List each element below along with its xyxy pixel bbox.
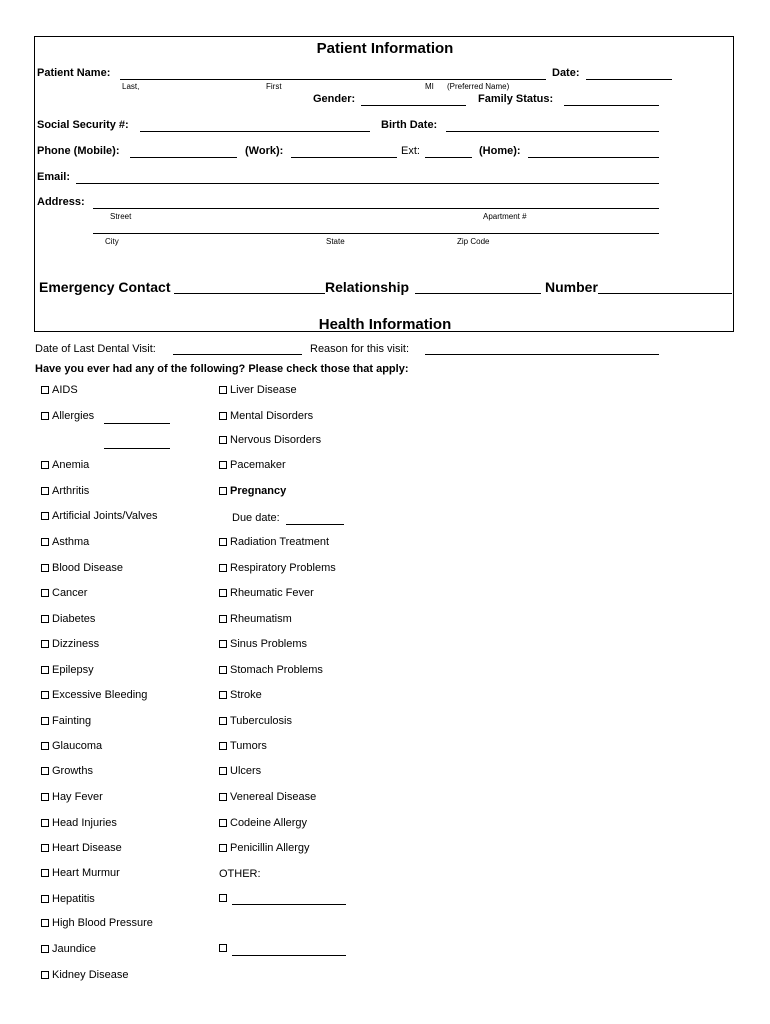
checkbox-icon[interactable] — [219, 819, 227, 827]
condition-label: Head Injuries — [52, 817, 117, 829]
due-date-field[interactable] — [286, 524, 344, 525]
condition-tumors[interactable] — [219, 740, 267, 752]
condition-radiation-treatment[interactable] — [219, 536, 329, 548]
checkbox-icon[interactable] — [219, 487, 227, 495]
checkbox-icon[interactable] — [41, 412, 49, 420]
condition-label: Excessive Bleeding — [52, 689, 148, 701]
checkbox-icon[interactable] — [41, 487, 49, 495]
checkbox-icon[interactable] — [41, 640, 49, 648]
condition-label: Fainting — [52, 715, 92, 727]
condition-label: AIDS — [52, 384, 78, 396]
condition-sinus-problems[interactable] — [219, 638, 307, 650]
patient-name-label: Patient Name: — [37, 67, 111, 79]
conditions-question: Have you ever had any of the following? Please check those that apply: — [35, 363, 409, 375]
other-item-1[interactable] — [219, 892, 230, 904]
condition-arthritis[interactable] — [41, 485, 89, 497]
checkbox-icon[interactable] — [219, 640, 227, 648]
date-label: Date: — [552, 67, 580, 79]
family-status-field[interactable] — [564, 105, 659, 106]
condition-aids[interactable] — [41, 384, 78, 396]
reason-visit-label: Reason for this visit: — [310, 343, 410, 355]
condition-label: Epilepsy — [52, 664, 94, 676]
condition-rheumatism[interactable] — [219, 613, 292, 625]
condition-label: Ulcers — [230, 765, 262, 777]
checkbox-icon[interactable] — [219, 412, 227, 420]
checkbox-icon[interactable] — [219, 538, 227, 546]
number-label: Number — [545, 279, 598, 295]
emergency-contact-label: Emergency Contact — [39, 279, 171, 295]
condition-label: Mental Disorders — [230, 410, 314, 422]
checkbox-icon[interactable] — [41, 919, 49, 927]
condition-label: Radiation Treatment — [230, 536, 330, 548]
condition-asthma[interactable] — [41, 536, 89, 548]
condition-mental-disorders[interactable] — [219, 410, 313, 422]
checkbox-icon[interactable] — [41, 971, 49, 979]
condition-label: Growths — [52, 765, 93, 777]
checkbox-icon[interactable] — [41, 767, 49, 775]
family-status-label: Family Status: — [478, 93, 554, 105]
phone-mobile-label: Phone (Mobile): — [37, 145, 120, 157]
condition-label: Glaucoma — [52, 740, 103, 752]
checkbox-icon[interactable] — [41, 615, 49, 623]
checkbox-icon[interactable] — [41, 461, 49, 469]
condition-label: Asthma — [52, 536, 90, 548]
condition-cancer[interactable] — [41, 587, 87, 599]
street-sub-label: Street — [110, 212, 132, 221]
condition-label: Pacemaker — [230, 459, 286, 471]
checkbox-icon[interactable] — [41, 945, 49, 953]
condition-label: Artificial Joints/Valves — [52, 510, 158, 522]
condition-label: Kidney Disease — [52, 969, 129, 981]
ssn-label: Social Security #: — [37, 119, 129, 131]
condition-label: Jaundice — [52, 943, 97, 955]
condition-label: Nervous Disorders — [230, 434, 322, 446]
condition-rheumatic-fever[interactable] — [219, 587, 314, 599]
due-date-label: Due date: — [232, 512, 280, 524]
condition-excessive-bleeding[interactable] — [41, 689, 147, 701]
state-sub-label: State — [326, 237, 345, 246]
allergies-field-1[interactable] — [104, 423, 170, 424]
phone-home-field[interactable] — [528, 157, 659, 158]
checkbox-icon[interactable] — [219, 894, 227, 902]
checkbox-icon[interactable] — [41, 666, 49, 674]
condition-stomach-problems[interactable] — [219, 664, 323, 676]
checkbox-icon[interactable] — [219, 793, 227, 801]
condition-label: Pregnancy — [230, 485, 287, 497]
sub-label-preferred: (Preferred Name) — [447, 82, 510, 91]
phone-work-field[interactable] — [291, 157, 397, 158]
patient-name-field[interactable] — [120, 79, 546, 80]
other-field-2[interactable] — [232, 955, 346, 956]
checkbox-icon[interactable] — [41, 717, 49, 725]
condition-heart-disease[interactable] — [41, 842, 122, 854]
phone-home-label: (Home): — [479, 145, 521, 157]
relationship-field[interactable] — [415, 293, 541, 294]
condition-high-blood-pressure[interactable] — [41, 917, 153, 929]
condition-label: Stomach Problems — [230, 664, 323, 676]
checkbox-icon[interactable] — [41, 742, 49, 750]
condition-allergies[interactable] — [41, 410, 94, 422]
checkbox-icon[interactable] — [41, 538, 49, 546]
city-sub-label: City — [105, 237, 119, 246]
checkbox-icon[interactable] — [41, 844, 49, 852]
condition-hay-fever[interactable] — [41, 791, 103, 803]
health-info-title: Health Information — [318, 316, 452, 333]
page-title: Patient Information — [316, 40, 454, 57]
condition-jaundice[interactable] — [41, 943, 96, 955]
condition-label: Hay Fever — [52, 791, 103, 803]
condition-label: Heart Disease — [52, 842, 122, 854]
sub-label-first: First — [266, 82, 282, 91]
condition-label: Arthritis — [52, 485, 90, 497]
condition-label: Diabetes — [52, 613, 96, 625]
condition-head-injuries[interactable] — [41, 817, 117, 829]
condition-label: Hepatitis — [52, 893, 95, 905]
other-field-1[interactable] — [232, 904, 346, 905]
checkbox-icon[interactable] — [41, 793, 49, 801]
checkbox-icon[interactable] — [41, 819, 49, 827]
condition-label: Venereal Disease — [230, 791, 317, 803]
ext-field[interactable] — [425, 157, 472, 158]
condition-label: Sinus Problems — [230, 638, 308, 650]
condition-label: Penicillin Allergy — [230, 842, 310, 854]
checkbox-icon[interactable] — [41, 589, 49, 597]
condition-label: Codeine Allergy — [230, 817, 308, 829]
zip-sub-label: Zip Code — [457, 237, 490, 246]
condition-label: Tuberculosis — [230, 715, 292, 727]
allergies-field-2[interactable] — [104, 448, 170, 449]
email-label: Email: — [37, 171, 71, 183]
checkbox-icon[interactable] — [219, 944, 227, 952]
condition-label: Dizziness — [52, 638, 100, 650]
reason-visit-field[interactable] — [425, 354, 659, 355]
condition-label: Allergies — [52, 410, 95, 422]
apartment-sub-label: Apartment # — [483, 212, 527, 221]
checkbox-icon[interactable] — [219, 717, 227, 725]
checkbox-icon[interactable] — [41, 512, 49, 520]
condition-label: Blood Disease — [52, 562, 123, 574]
checkbox-icon[interactable] — [219, 691, 227, 699]
condition-kidney-disease[interactable] — [41, 969, 128, 981]
other-label: OTHER: — [219, 868, 261, 880]
checkbox-icon[interactable] — [41, 895, 49, 903]
checkbox-icon[interactable] — [41, 869, 49, 877]
condition-fainting[interactable] — [41, 715, 91, 727]
sub-label-last: Last, — [122, 82, 140, 91]
email-field[interactable] — [76, 183, 659, 184]
address-label: Address: — [37, 196, 85, 208]
checkbox-icon[interactable] — [41, 564, 49, 572]
address-city-field[interactable] — [93, 233, 659, 234]
condition-growths[interactable] — [41, 765, 93, 777]
checkbox-icon[interactable] — [219, 666, 227, 674]
checkbox-icon[interactable] — [41, 386, 49, 394]
condition-respiratory-problems[interactable] — [219, 562, 336, 574]
condition-label: Cancer — [52, 587, 88, 599]
condition-anemia[interactable] — [41, 459, 89, 471]
phone-mobile-field[interactable] — [130, 157, 237, 158]
last-dental-visit-field[interactable] — [173, 354, 302, 355]
emergency-contact-field[interactable] — [174, 293, 325, 294]
condition-nervous-disorders[interactable] — [219, 434, 321, 446]
checkbox-icon[interactable] — [219, 461, 227, 469]
checkbox-icon[interactable] — [219, 589, 227, 597]
condition-liver-disease[interactable] — [219, 384, 297, 396]
condition-codeine-allergy[interactable] — [219, 817, 307, 829]
relationship-label: Relationship — [325, 279, 410, 295]
checkbox-icon[interactable] — [41, 691, 49, 699]
condition-diabetes[interactable] — [41, 613, 95, 625]
condition-ulcers[interactable] — [219, 765, 261, 777]
condition-label: Heart Murmur — [52, 867, 120, 879]
ssn-field[interactable] — [140, 131, 370, 132]
checkbox-icon[interactable] — [219, 615, 227, 623]
condition-label: Liver Disease — [230, 384, 297, 396]
birth-date-field[interactable] — [446, 131, 659, 132]
date-field[interactable] — [586, 79, 672, 80]
condition-label: High Blood Pressure — [52, 917, 153, 929]
ext-label: Ext: — [401, 145, 420, 157]
condition-label: Rheumatic Fever — [230, 587, 314, 599]
condition-tuberculosis[interactable] — [219, 715, 292, 727]
checkbox-icon[interactable] — [219, 742, 227, 750]
condition-epilepsy[interactable] — [41, 664, 94, 676]
condition-venereal-disease[interactable] — [219, 791, 316, 803]
gender-label: Gender: — [313, 93, 356, 105]
condition-hepatitis[interactable] — [41, 893, 95, 905]
checkbox-icon[interactable] — [219, 767, 227, 775]
phone-work-label: (Work): — [245, 145, 284, 157]
condition-label: Tumors — [230, 740, 267, 752]
condition-label: Stroke — [230, 689, 262, 701]
condition-dizziness[interactable] — [41, 638, 99, 650]
condition-pregnancy[interactable] — [219, 485, 286, 497]
condition-label: Respiratory Problems — [230, 562, 336, 574]
checkbox-icon[interactable] — [219, 436, 227, 444]
condition-label: Anemia — [52, 459, 90, 471]
sub-label-mi: MI — [425, 82, 434, 91]
number-field[interactable] — [598, 293, 732, 294]
address-street-field[interactable] — [93, 208, 659, 209]
condition-heart-murmur[interactable] — [41, 867, 120, 879]
last-dental-visit-label: Date of Last Dental Visit: — [35, 343, 156, 355]
checkbox-icon[interactable] — [219, 564, 227, 572]
other-item-2[interactable] — [219, 942, 230, 954]
checkbox-icon[interactable] — [219, 386, 227, 394]
condition-stroke[interactable] — [219, 689, 262, 701]
checkbox-icon[interactable] — [219, 844, 227, 852]
birth-date-label: Birth Date: — [381, 119, 438, 131]
condition-pacemaker[interactable] — [219, 459, 286, 471]
condition-glaucoma[interactable] — [41, 740, 102, 752]
condition-label: Rheumatism — [230, 613, 292, 625]
condition-artificial-joints-valves[interactable] — [41, 510, 158, 522]
condition-blood-disease[interactable] — [41, 562, 123, 574]
condition-penicillin-allergy[interactable] — [219, 842, 309, 854]
gender-field[interactable] — [361, 105, 466, 106]
